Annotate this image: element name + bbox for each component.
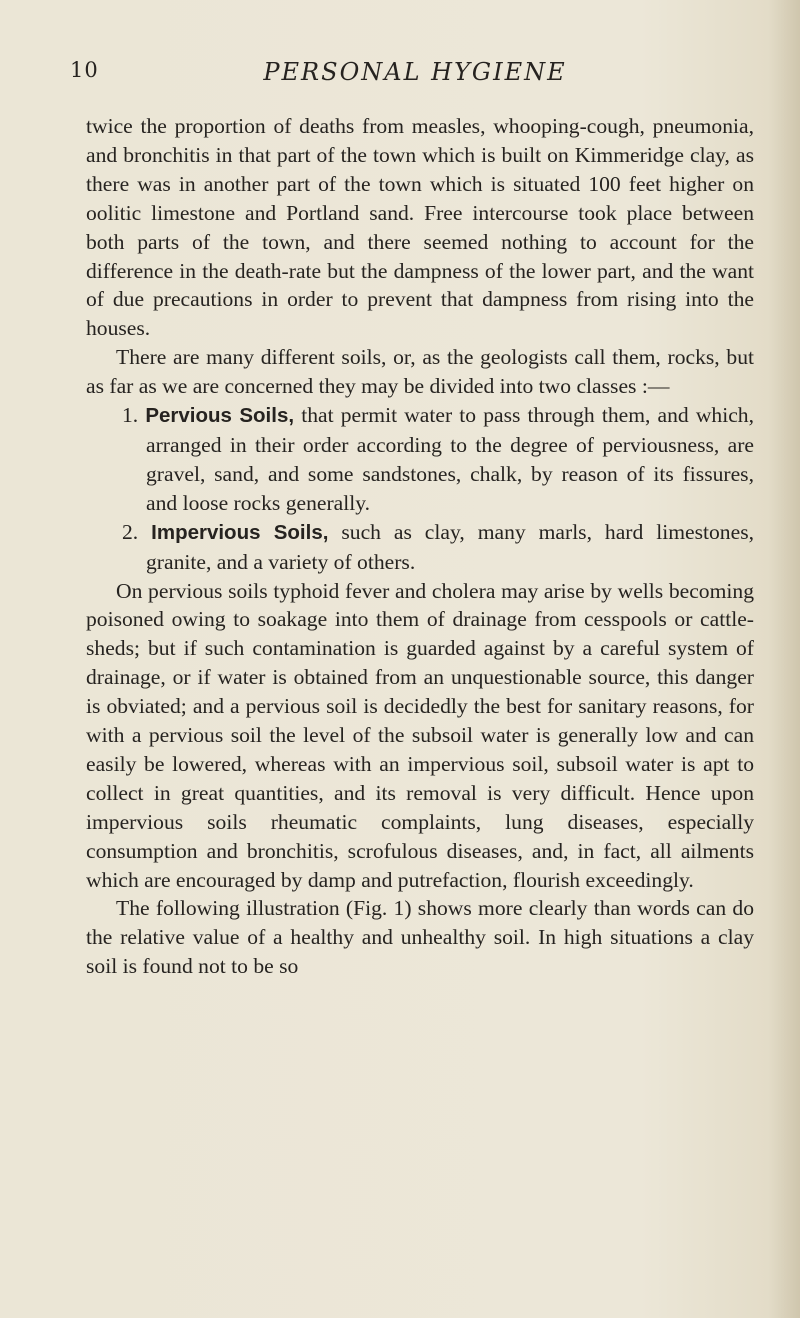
list-number-1: 1. xyxy=(122,403,139,428)
body-text xyxy=(86,112,754,981)
list-text-2: such as clay, many marls, hard limestones, granite, and a variety of others. xyxy=(146,519,754,574)
list-item-impervious xyxy=(122,518,754,577)
paragraph-3: On pervious soils typhoid fever and cholera may arise by wells becoming poisoned owing to soakage into them of drainage from cesspools or cattle-sheds; but if such contamination is guarded against by a careful system of drainage, or if water is obtained from an unquestionable source, this danger is obviated; and a pervious soil is decidedly the best for sanitary reasons, for with a pervious soil the level of the subsoil water is generally low and can easily be lowered, whereas with an impervious soil, subsoil water is apt to collect in great quantities, and its removal is very difficult. Hence upon impervious soils rheumatic complaints, lung diseases, especially consumption and bronchitis, scrofulous diseases, and, in fact, all ailments which are encouraged by damp and putrefaction, flourish exceedingly. xyxy=(86,578,754,892)
paragraph-4: The following illustration (Fig. 1) shows more clearly than words can do the relative value of a healthy and unhealthy soil. In high situations a clay soil is found not to be so xyxy=(86,896,754,979)
term-impervious-soils: Impervious Soils, xyxy=(151,520,329,544)
list-number-2: 2. xyxy=(122,519,139,544)
term-pervious-soils: Pervious Soils, xyxy=(145,404,295,428)
running-title: PERSONAL HYGIENE xyxy=(263,58,567,86)
list-item-pervious xyxy=(122,401,755,518)
page-number: 10 xyxy=(70,58,99,82)
paragraph-1: twice the proportion of deaths from measles, whooping-cough, pneumonia, and bronchitis in that part of the town which is built on Kimmeridge clay, as there was in another part of the town which is situated 100 feet higher on oolitic limestone and Portland sand. Free intercourse took place between both parts of the town, and there seemed nothing to account for the difference in the death-rate but the dampness of the lower part, and the want of due precautions in order to prevent that dampness from rising into the houses. xyxy=(86,114,754,341)
page-header xyxy=(70,58,760,92)
list-text-1: that permit water to pass through them, and which, arranged in their order according to the degree of perviousness, are gravel, sand, and some sandstones, chalk, by reason of its fissures, and loose rocks generally. xyxy=(146,403,755,515)
paragraph-2: There are many different soils, or, as the geologists call them, rocks, but as far as we are concerned they may be divided into two classes :— xyxy=(86,345,754,399)
